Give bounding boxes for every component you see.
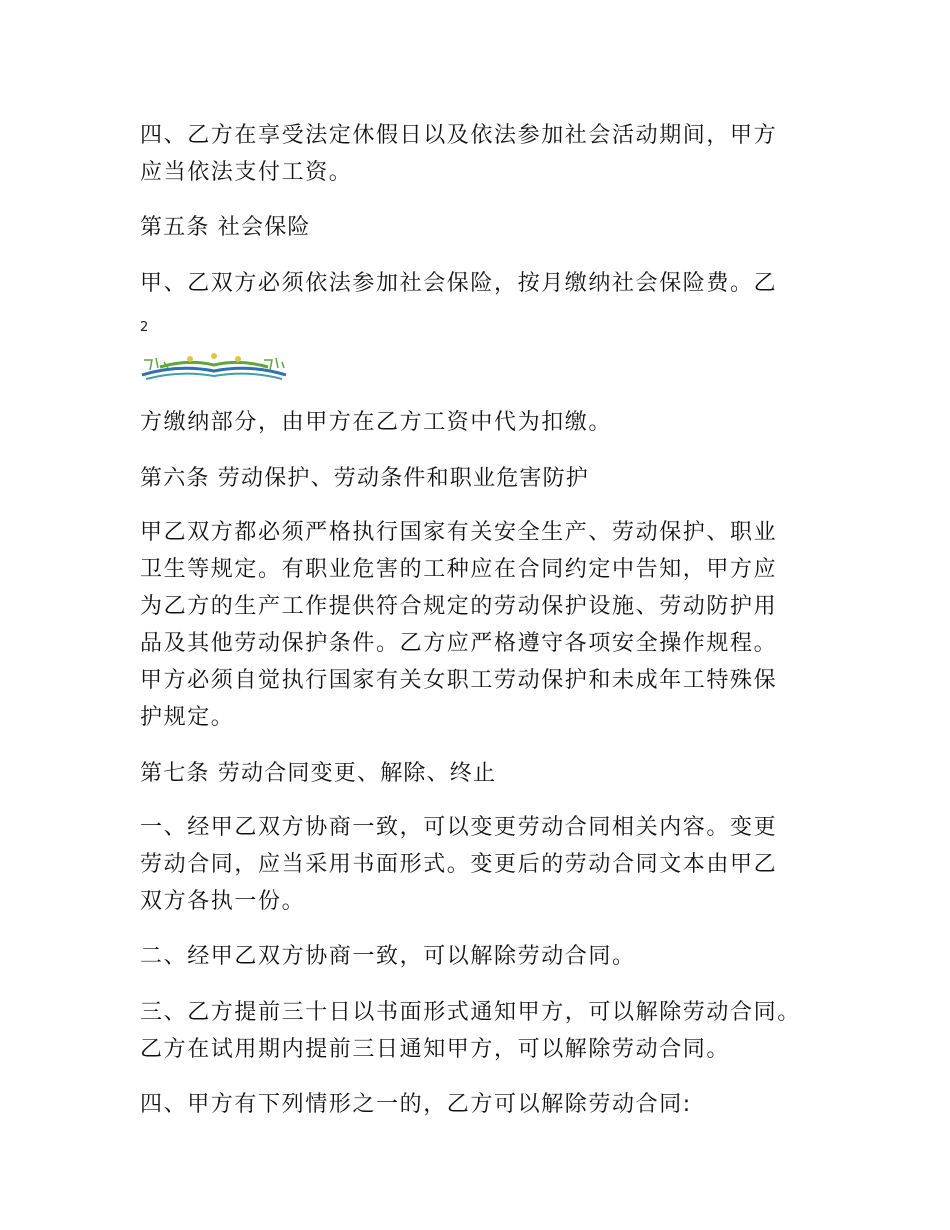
heading-article-7 [140, 755, 496, 792]
heading-article-5 [140, 209, 311, 246]
text-line: 为乙方的生产工作提供符合规定的劳动保护设施、劳动防护用 [140, 594, 778, 619]
text-line: 甲方必须自觉执行国家有关女职工劳动保护和未成年工特殊保 [140, 668, 778, 693]
paragraph-3-notice-termination [140, 994, 801, 1068]
text-line: 乙方在试用期内提前三日通知甲方，可以解除劳动合同。 [140, 1037, 731, 1062]
page-number: 2 [140, 320, 149, 335]
paragraph-social-insurance [140, 265, 777, 302]
text-line: 护规定。 [140, 705, 235, 730]
text-line: 双方各执一份。 [140, 889, 306, 914]
text-line: 甲乙双方都必须严格执行国家有关安全生产、劳动保护、职业 [140, 520, 778, 545]
heading-text: 第七条 劳动合同变更、解除、终止 [140, 761, 497, 786]
heading-article-6 [140, 460, 589, 497]
text-line: 三、乙方提前三十日以书面形式通知甲方，可以解除劳动合同。 [140, 1000, 801, 1025]
paragraph-deduction [140, 404, 612, 441]
text-line: 二、经甲乙双方协商一致，可以解除劳动合同。 [140, 944, 636, 969]
header-logo-image [138, 350, 290, 382]
heading-text: 第五条 社会保险 [140, 215, 311, 240]
paragraph-1-contract-change [140, 809, 777, 920]
paragraph-labor-protection [140, 514, 777, 736]
text-line: 品及其他劳动保护条件。乙方应严格遵守各项安全操作规程。 [140, 631, 778, 656]
paragraph-4-employee-termination [140, 1086, 692, 1123]
paragraph-4-paid-leave [140, 117, 777, 191]
text-line: 劳动合同，应当采用书面形式。变更后的劳动合同文本由甲乙 [140, 852, 778, 877]
paragraph-2-mutual-termination [140, 938, 636, 975]
text-line: 卫生等规定。有职业危害的工种应在合同约定中告知，甲方应 [140, 557, 778, 582]
heading-text: 第六条 劳动保护、劳动条件和职业危害防护 [140, 466, 589, 491]
text-line: 方缴纳部分，由甲方在乙方工资中代为扣缴。 [140, 410, 613, 435]
text-line: 甲、乙双方必须依法参加社会保险，按月缴纳社会保险费。乙 [140, 271, 778, 296]
text-line: 四、甲方有下列情形之一的，乙方可以解除劳动合同: [140, 1092, 692, 1117]
text-line: 应当依法支付工资。 [140, 160, 353, 185]
text-line: 四、乙方在享受法定休假日以及依法参加社会活动期间，甲方 [140, 123, 778, 148]
text-line: 一、经甲乙双方协商一致，可以变更劳动合同相关内容。变更 [140, 815, 778, 840]
